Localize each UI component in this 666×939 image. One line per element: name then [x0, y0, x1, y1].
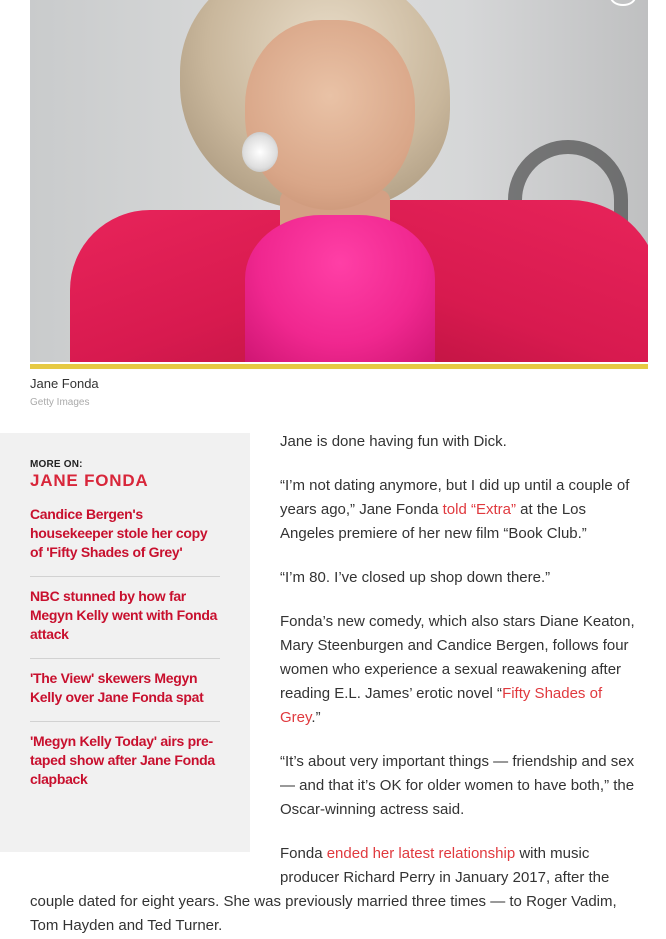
earring-shape [242, 132, 278, 172]
paragraph-text: at the Los Angeles premiere of her new film “Book Club.” [280, 501, 587, 542]
article-body [280, 430, 640, 842]
related-story-link[interactable]: Candice Bergen's housekeeper stole her copy of 'Fifty Shades of Grey' [30, 505, 220, 577]
more-on-topic[interactable]: JANE FONDA [30, 471, 149, 490]
article-hero-photo[interactable] [30, 0, 648, 362]
article-paragraph [30, 842, 645, 938]
article-paragraph: “It’s about very important things — friendship and sex — and that it’s OK for older women to have both,” the Oscar-winning actress said. [280, 753, 635, 818]
more-on-sidebar [0, 433, 250, 852]
photo-accent-rule [30, 364, 648, 369]
paragraph-text: couple dated for eight years. She was previously married three times — to Roger Vadim, Tom Hayden and Ted Turner. [30, 893, 617, 934]
face-shape [245, 20, 415, 210]
related-story-link[interactable]: 'Megyn Kelly Today' airs pre-taped show after Jane Fonda clapback [30, 733, 215, 787]
paragraph-text: .” [311, 709, 321, 726]
paragraph-text: “I’m not dating anymore, but I did up until a couple of years ago,” Jane Fonda [280, 477, 630, 518]
paragraph-text: Fonda’s new comedy, which also stars Diane Keaton, Mary Steenburgen and Candice Bergen, follows four women who experience a sexual reawakening after reading E.L. James’ erotic novel “ [280, 613, 635, 702]
paragraph-text: Fonda [280, 845, 327, 862]
article-paragraph: Jane is done having fun with Dick. [280, 433, 507, 450]
related-story-link[interactable]: NBC stunned by how far Megyn Kelly went with Fonda attack [30, 577, 220, 659]
paragraph-text: with music producer Richard Perry in January 2017, after the [280, 845, 610, 886]
paragraph-indented-lines [30, 842, 645, 890]
photo-caption: Jane Fonda [30, 376, 99, 391]
expand-circle-icon[interactable] [610, 0, 636, 6]
ended-relationship-link[interactable]: ended her latest relationship [326, 845, 516, 862]
article-paragraph [280, 610, 640, 730]
blouse-shape [245, 215, 435, 362]
more-on-list [30, 505, 220, 803]
more-on-label: MORE ON: [30, 459, 83, 470]
article-paragraph [280, 474, 640, 546]
told-extra-link[interactable]: told “Extra” [442, 501, 516, 518]
fifty-shades-link[interactable]: Fifty Shades of Grey [280, 685, 603, 726]
related-story-link[interactable]: 'The View' skewers Megyn Kelly over Jane Fonda spat [30, 659, 220, 722]
article-paragraph: “I’m 80. I’ve closed up shop down there.” [280, 569, 551, 586]
photo-credit: Getty Images [30, 397, 90, 408]
